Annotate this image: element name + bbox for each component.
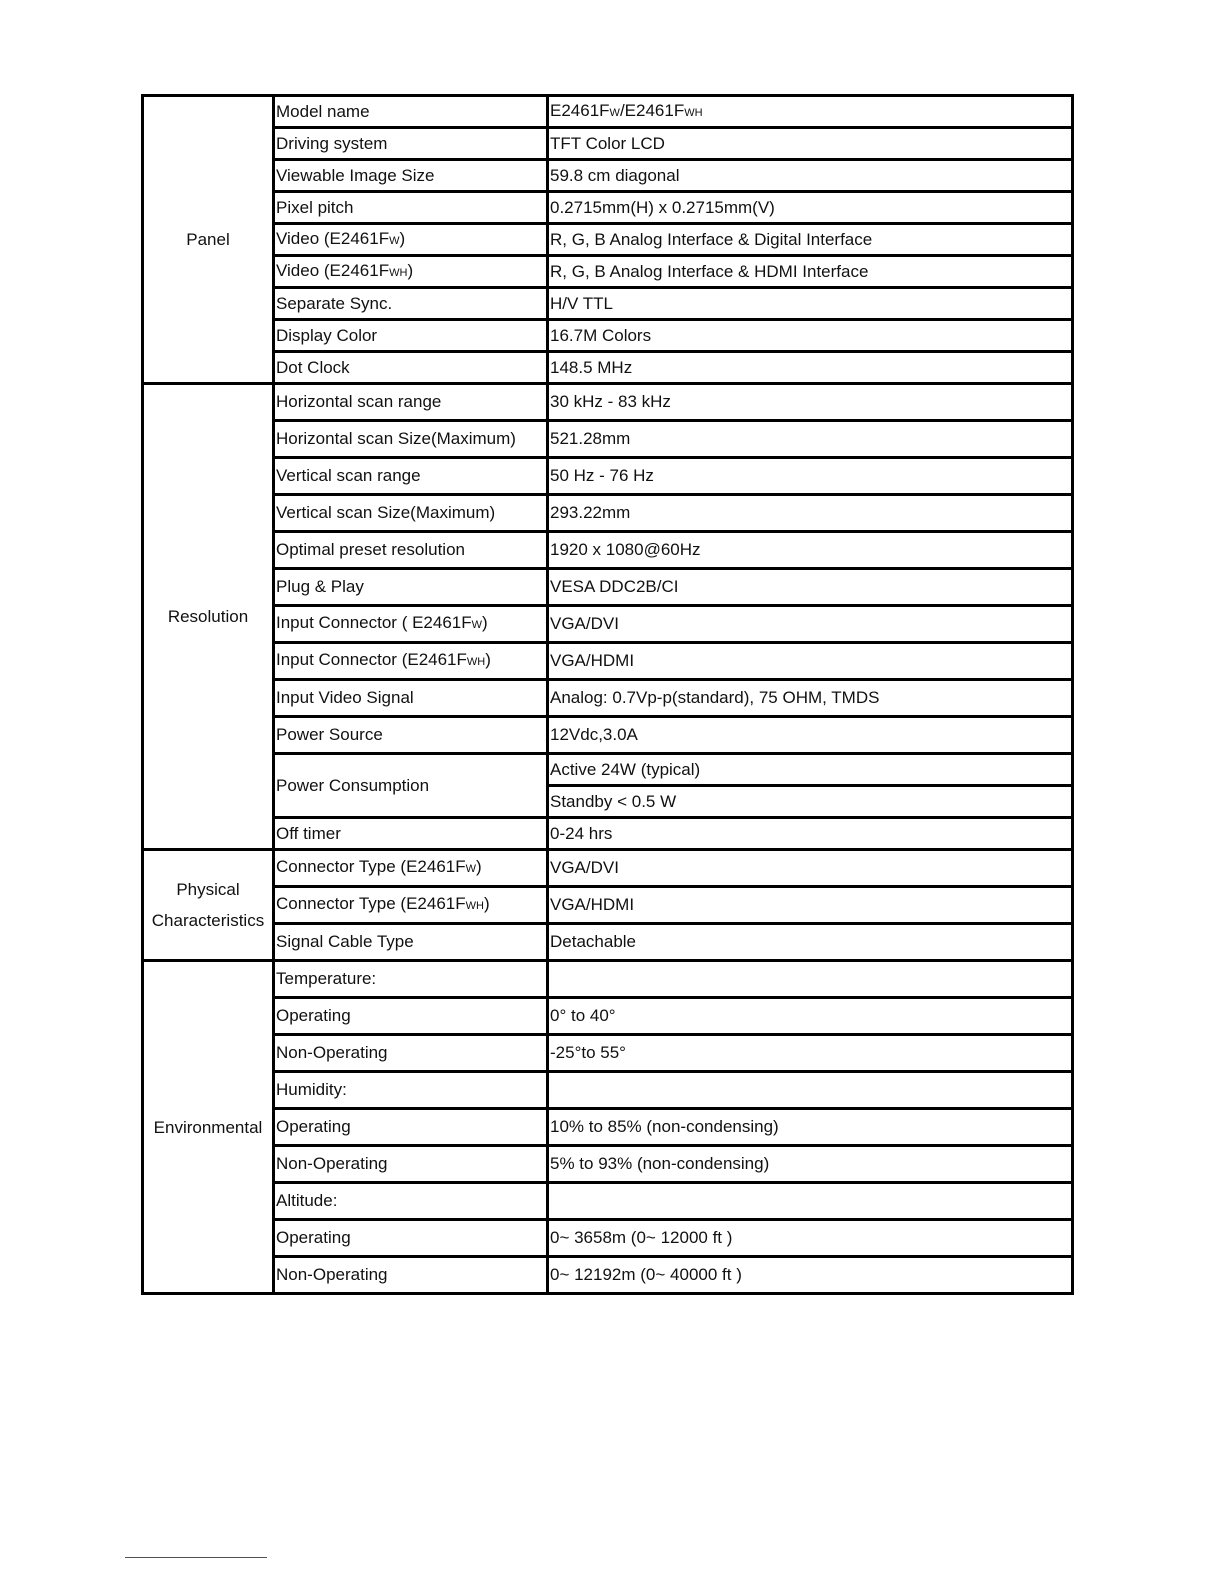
footer-divider	[125, 1557, 267, 1558]
table-row	[143, 128, 1073, 160]
row-value: 0~ 3658m (0~ 12000 ft )	[548, 1220, 1073, 1257]
table-row	[143, 320, 1073, 352]
row-label: Off timer	[274, 818, 548, 850]
row-label: Non-Operating	[274, 1257, 548, 1294]
row-value: VESA DDC2B/CI	[548, 569, 1073, 606]
table-row	[143, 1109, 1073, 1146]
row-value: H/V TTL	[548, 288, 1073, 320]
row-value: 521.28mm	[548, 421, 1073, 458]
table-row	[143, 643, 1073, 680]
row-value	[548, 1072, 1073, 1109]
spec-table	[141, 94, 1074, 1295]
table-row	[143, 961, 1073, 998]
table-row	[143, 887, 1073, 924]
row-value: VGA/DVI	[548, 850, 1073, 887]
table-row	[143, 192, 1073, 224]
row-label: Operating	[274, 998, 548, 1035]
row-value: R, G, B Analog Interface & HDMI Interface	[548, 256, 1073, 288]
row-label: Input Connector ( E2461FW)	[274, 606, 548, 643]
table-row	[143, 1072, 1073, 1109]
table-row	[143, 998, 1073, 1035]
row-label: Humidity:	[274, 1072, 548, 1109]
row-value: Detachable	[548, 924, 1073, 961]
row-value: 1920 x 1080@60Hz	[548, 532, 1073, 569]
row-value: 0~ 12192m (0~ 40000 ft )	[548, 1257, 1073, 1294]
table-row	[143, 1035, 1073, 1072]
table-row	[143, 96, 1073, 128]
row-label: Plug & Play	[274, 569, 548, 606]
row-value	[548, 1183, 1073, 1220]
row-label: Non-Operating	[274, 1035, 548, 1072]
category-environmental: Environmental	[143, 961, 274, 1294]
table-row	[143, 421, 1073, 458]
table-row	[143, 569, 1073, 606]
category-panel: Panel	[143, 96, 274, 384]
row-label: Horizontal scan Size(Maximum)	[274, 421, 548, 458]
category-physical-characteristics: Physical Characteristics	[143, 850, 274, 961]
row-label: Input Connector (E2461FWH)	[274, 643, 548, 680]
row-value: 16.7M Colors	[548, 320, 1073, 352]
row-label: Power Source	[274, 717, 548, 754]
row-value: 0° to 40°	[548, 998, 1073, 1035]
row-label: Input Video Signal	[274, 680, 548, 717]
row-label: Operating	[274, 1220, 548, 1257]
row-value: 148.5 MHz	[548, 352, 1073, 384]
row-label: Power Consumption	[274, 754, 548, 818]
table-row	[143, 458, 1073, 495]
row-value	[548, 961, 1073, 998]
row-value: Active 24W (typical)	[548, 754, 1073, 786]
row-label: Horizontal scan range	[274, 384, 548, 421]
table-row	[143, 352, 1073, 384]
table-row	[143, 1183, 1073, 1220]
table-row	[143, 495, 1073, 532]
row-label: Signal Cable Type	[274, 924, 548, 961]
row-label: Altitude:	[274, 1183, 548, 1220]
row-label: Display Color	[274, 320, 548, 352]
table-row	[143, 924, 1073, 961]
table-row	[143, 606, 1073, 643]
category-resolution: Resolution	[143, 384, 274, 850]
table-row	[143, 1220, 1073, 1257]
row-label: Non-Operating	[274, 1146, 548, 1183]
table-row	[143, 256, 1073, 288]
row-label: Separate Sync.	[274, 288, 548, 320]
row-value: 59.8 cm diagonal	[548, 160, 1073, 192]
row-value: 12Vdc,3.0A	[548, 717, 1073, 754]
row-label: Vertical scan Size(Maximum)	[274, 495, 548, 532]
row-label: Video (E2461FWH)	[274, 256, 548, 288]
row-label: Video (E2461FW)	[274, 224, 548, 256]
table-row	[143, 384, 1073, 421]
row-label: Dot Clock	[274, 352, 548, 384]
table-row	[143, 1146, 1073, 1183]
row-value: Standby < 0.5 W	[548, 786, 1073, 818]
table-row	[143, 754, 1073, 786]
table-row	[143, 818, 1073, 850]
row-value: R, G, B Analog Interface & Digital Interface	[548, 224, 1073, 256]
row-value: -25°to 55°	[548, 1035, 1073, 1072]
row-value: 0.2715mm(H) x 0.2715mm(V)	[548, 192, 1073, 224]
row-label: Connector Type (E2461FWH)	[274, 887, 548, 924]
table-row	[143, 532, 1073, 569]
row-value: E2461FW/E2461FWH	[548, 96, 1073, 128]
row-label: Operating	[274, 1109, 548, 1146]
row-value: TFT Color LCD	[548, 128, 1073, 160]
table-row	[143, 850, 1073, 887]
row-value: 50 Hz - 76 Hz	[548, 458, 1073, 495]
row-label: Vertical scan range	[274, 458, 548, 495]
table-row	[143, 224, 1073, 256]
row-label: Viewable Image Size	[274, 160, 548, 192]
row-value: 293.22mm	[548, 495, 1073, 532]
table-row	[143, 160, 1073, 192]
row-value: VGA/HDMI	[548, 887, 1073, 924]
table-row	[143, 1257, 1073, 1294]
row-value: VGA/HDMI	[548, 643, 1073, 680]
row-label: Driving system	[274, 128, 548, 160]
row-label: Temperature:	[274, 961, 548, 998]
table-row	[143, 680, 1073, 717]
row-label: Connector Type (E2461FW)	[274, 850, 548, 887]
row-label: Model name	[274, 96, 548, 128]
row-value: Analog: 0.7Vp-p(standard), 75 OHM, TMDS	[548, 680, 1073, 717]
row-value: 0-24 hrs	[548, 818, 1073, 850]
row-value: 10% to 85% (non-condensing)	[548, 1109, 1073, 1146]
row-value: VGA/DVI	[548, 606, 1073, 643]
table-row	[143, 717, 1073, 754]
row-value: 5% to 93% (non-condensing)	[548, 1146, 1073, 1183]
row-value: 30 kHz - 83 kHz	[548, 384, 1073, 421]
row-label: Optimal preset resolution	[274, 532, 548, 569]
row-label: Pixel pitch	[274, 192, 548, 224]
table-row	[143, 288, 1073, 320]
